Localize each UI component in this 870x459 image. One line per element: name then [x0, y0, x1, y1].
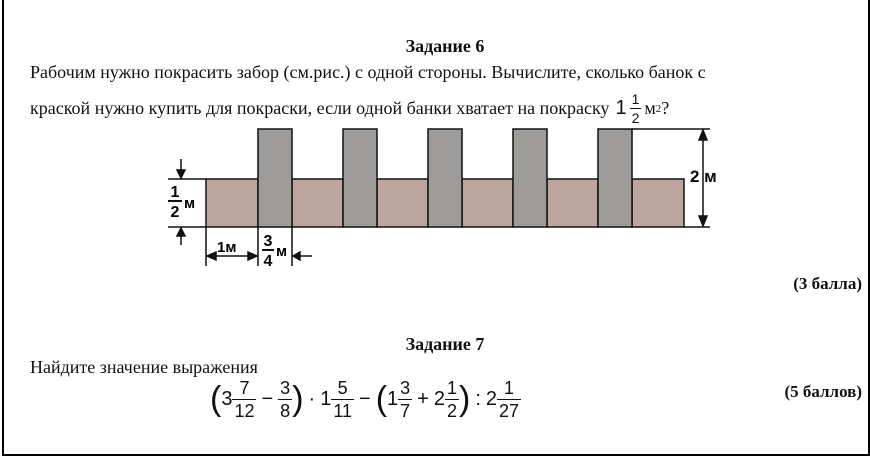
section-width-label: 1м: [217, 239, 237, 256]
expr-d-den: 7: [400, 400, 411, 421]
area-fraction-den: 2: [631, 110, 640, 126]
fence-post: [258, 129, 292, 227]
expr-d-whole: 1: [387, 387, 399, 410]
task6-title: Задание 6: [405, 36, 485, 56]
expr-b-den: 8: [280, 400, 291, 421]
fence-post: [513, 129, 547, 227]
task6-points: (3 балла): [793, 274, 862, 293]
low-height-unit: м: [184, 195, 196, 212]
expr-d-fraction: [398, 379, 412, 420]
expr-paren-close: ): [458, 380, 471, 418]
task7-expression: [210, 372, 521, 426]
post-width-num: 3: [263, 233, 273, 250]
expr-c-num: 5: [331, 379, 354, 400]
low-height-num: 1: [170, 184, 180, 201]
expr-plus: +: [417, 387, 429, 410]
fence-board: [632, 179, 684, 227]
area-whole: 1: [615, 97, 627, 119]
expr-a-num: 7: [232, 379, 256, 400]
expr-c-den: 11: [333, 400, 352, 421]
expr-a-den: 12: [234, 400, 255, 421]
fence-post: [343, 129, 377, 227]
expr-paren-open: (: [210, 380, 222, 418]
expr-c-fraction: [331, 379, 354, 420]
fence-post: [428, 129, 462, 227]
expr-f-den: 27: [499, 400, 520, 421]
fence-board: [462, 179, 513, 227]
fence-board: [377, 179, 428, 227]
task6-text-line1: Рабочим нужно покрасить забор (см.рис.) с одной стороны. Вычислите, сколько банок с: [30, 62, 706, 82]
task7-points: (5 баллов): [784, 382, 862, 401]
post-width-den: 4: [263, 253, 273, 270]
expr-f-whole: 2: [485, 387, 497, 410]
expr-colon: :: [475, 387, 481, 410]
height-label: 2 м: [690, 167, 717, 186]
task7-title: Задание 7: [405, 334, 485, 354]
expr-e-fraction: [445, 379, 459, 420]
area-unit: м: [644, 98, 656, 118]
expr-b-fraction: [278, 379, 292, 420]
expr-minus: −: [359, 387, 371, 410]
expr-b-num: 3: [280, 377, 291, 398]
expr-d-num: 3: [400, 377, 411, 398]
expr-f-num: 1: [497, 379, 521, 400]
task7-prompt: Найдите значение выражения: [30, 357, 258, 377]
expr-paren-open: (: [375, 380, 388, 418]
expr-paren-close: ): [292, 380, 304, 418]
task6-text-line2-main: краской нужно купить для покраски, если одной банки хватает на покраску: [30, 98, 610, 118]
fence-board: [206, 179, 258, 227]
expr-e-whole: 2: [433, 387, 445, 410]
fence-post: [598, 129, 632, 227]
fence-board: [547, 179, 598, 227]
expr-a-whole: 3: [221, 387, 233, 410]
expr-c-whole: 1: [320, 387, 332, 410]
area-question: ?: [661, 98, 670, 118]
expr-e-num: 1: [446, 377, 457, 398]
fence-board: [292, 179, 343, 227]
area-unit-sup: 2: [655, 102, 662, 115]
area-fraction-num: 1: [631, 91, 640, 107]
expr-minus: −: [261, 387, 274, 410]
expr-dot: ·: [308, 387, 316, 410]
expr-f-fraction: [497, 379, 521, 420]
expr-e-den: 2: [446, 400, 457, 421]
post-width-unit: м: [276, 243, 288, 260]
low-height-den: 2: [170, 204, 180, 221]
expr-a-fraction: [232, 379, 256, 420]
